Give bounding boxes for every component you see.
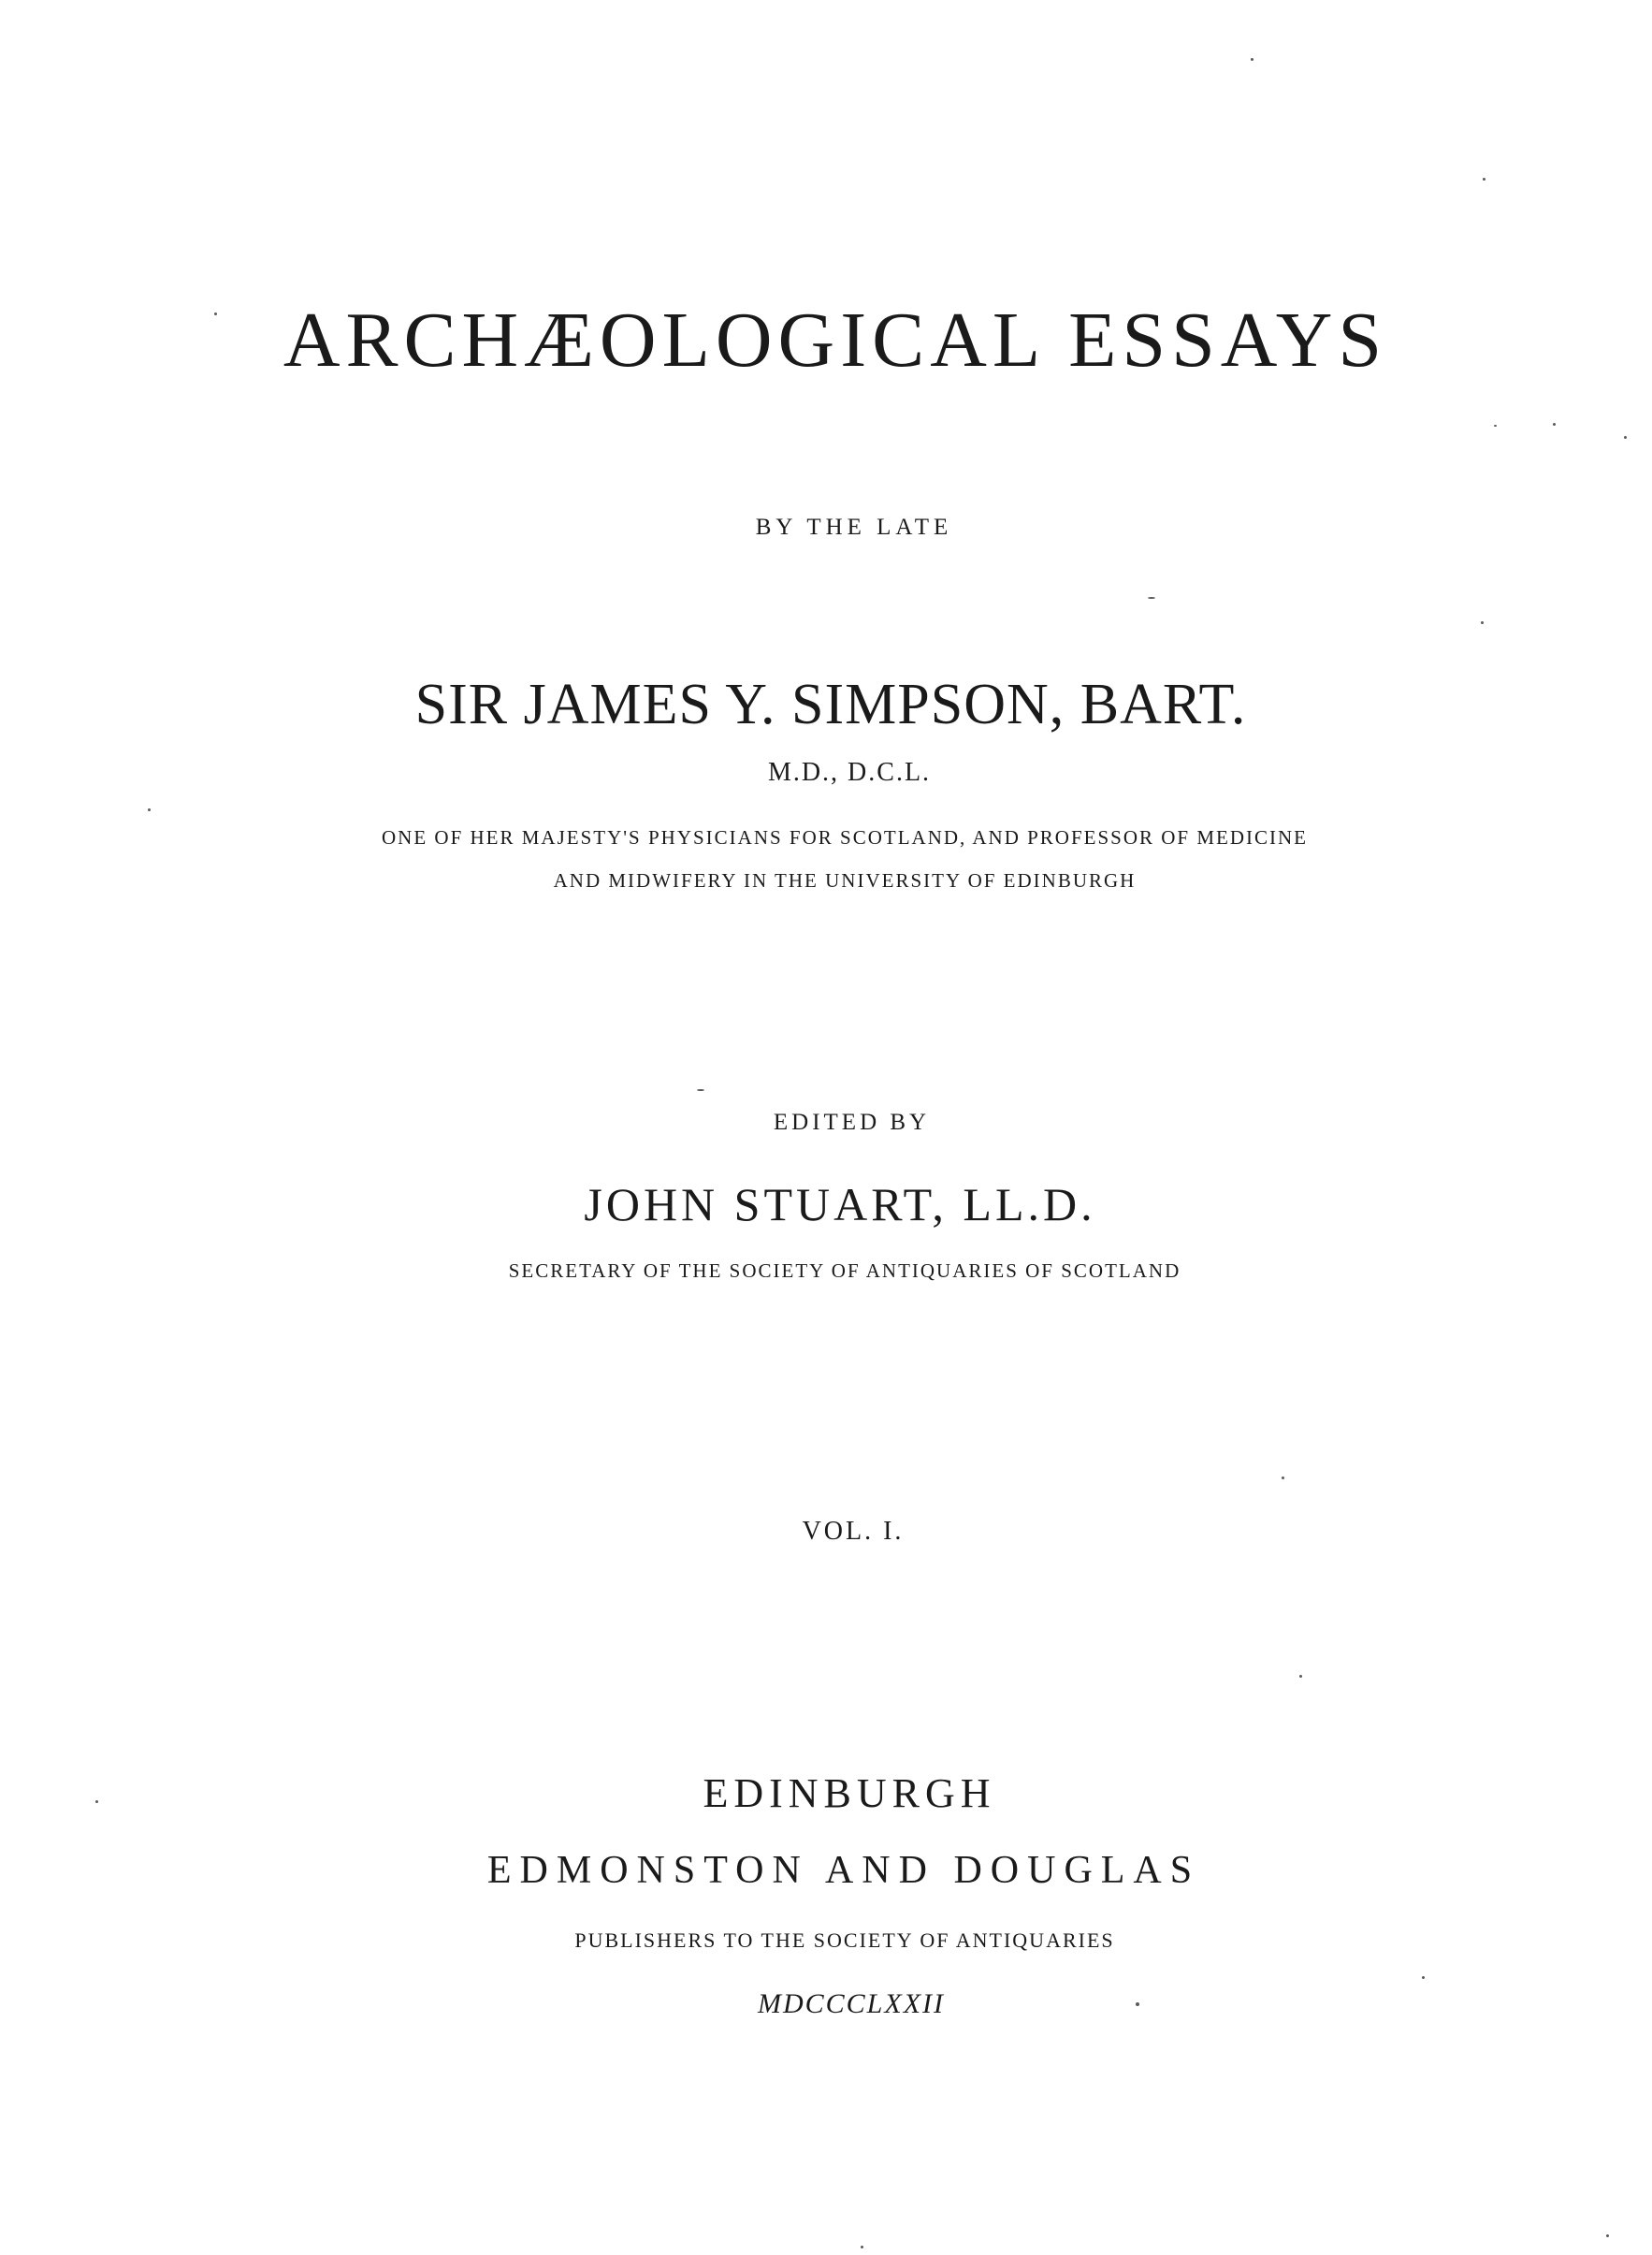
scan-speck xyxy=(1148,597,1155,599)
scan-speck xyxy=(861,2246,863,2248)
publisher-name: EDMONSTON AND DOUGLAS xyxy=(486,1849,1201,1892)
scan-speck xyxy=(1251,58,1253,61)
author-description-line-1: ONE OF HER MAJESTY'S PHYSICIANS FOR SCOTLAND, AND PROFESSOR OF MEDICINE xyxy=(382,826,1308,849)
scan-speck xyxy=(1606,2234,1609,2237)
scan-speck xyxy=(1422,1976,1425,1979)
scan-speck xyxy=(1494,425,1497,427)
scan-speck xyxy=(148,808,151,811)
scan-speck xyxy=(95,1800,98,1803)
scan-speck xyxy=(1553,423,1556,426)
author-degrees: M.D., D.C.L. xyxy=(767,758,932,787)
editor-name: JOHN STUART, LL.D. xyxy=(584,1178,1096,1230)
scan-speck xyxy=(1483,178,1485,181)
scan-speck xyxy=(1299,1675,1302,1678)
scan-speck xyxy=(1282,1477,1284,1479)
publication-date: MDCCCLXXII xyxy=(758,1988,945,2019)
scan-speck xyxy=(214,313,217,315)
editor-description: SECRETARY OF THE SOCIETY OF ANTIQUARIES OF SCOTLAND xyxy=(508,1259,1181,1282)
scan-speck xyxy=(1481,621,1484,624)
imprint-city: EDINBURGH xyxy=(703,1770,996,1816)
scan-speck xyxy=(1136,2002,1139,2006)
author-name: SIR JAMES Y. SIMPSON, BART. xyxy=(414,673,1247,736)
by-the-late-label: BY THE LATE xyxy=(755,515,953,540)
book-title: ARCHÆOLOGICAL ESSAYS xyxy=(283,297,1388,384)
scan-speck xyxy=(1624,436,1627,439)
author-description-line-2: AND MIDWIFERY IN THE UNIVERSITY OF EDINBURGH xyxy=(553,869,1137,892)
publisher-description: PUBLISHERS TO THE SOCIETY OF ANTIQUARIES xyxy=(574,1928,1115,1952)
volume-number: VOL. I. xyxy=(802,1517,905,1546)
edited-by-label: EDITED BY xyxy=(773,1110,931,1135)
scan-speck xyxy=(697,1089,704,1091)
